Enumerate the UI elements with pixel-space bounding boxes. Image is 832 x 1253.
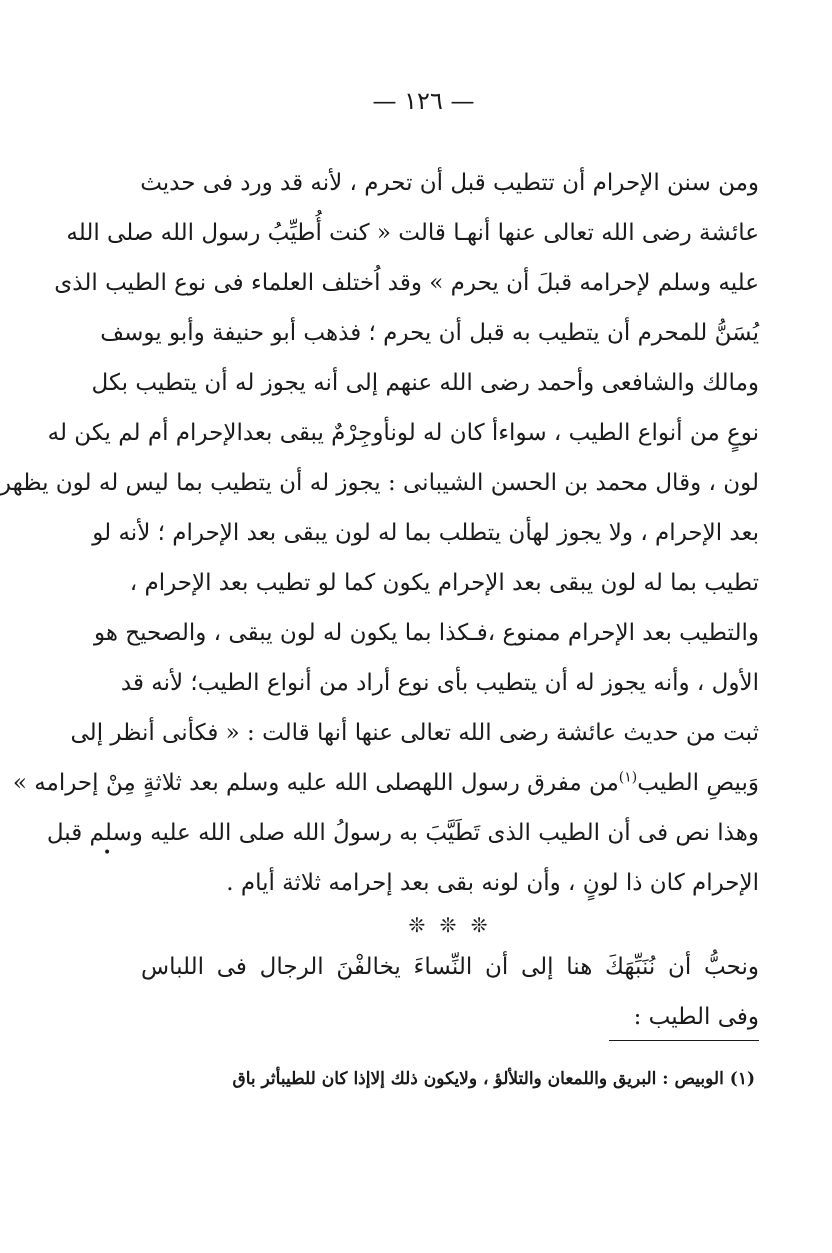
text-line: الأول ، وأنه يجوز له أن يتطيب بأى نوع أراد من أنواع الطيب؛ لأنه قد [120,670,759,696]
text-line: ونحبُّ أن نُنَبِّهَكَ هنا إلى أن النِّساءَ يخالفْنَ الرجال فى اللباس [141,954,759,980]
footnote-marker: (١) [618,769,638,786]
footnote-divider [609,1040,759,1041]
text-line: عليه وسلم لإحرامه قبلَ أن يحرم » وقد اُختلف العلماء فى نوع الطيب الذى [54,270,759,296]
text-line: الإحرام كان ذا لونٍ ، وأن لونه بقى بعد إحرامه ثلاثة أيام . [226,870,759,896]
text-line: وهذا نص فى أن الطيب الذى تَطَيَّبَ به رسولُ الله صلى الله عليه وسلم قبل [46,820,759,846]
text-fragment: من مفرق رسول اللهصلى الله عليه وسلم بعد ثلاثةٍ مِنْ إحرامه » [12,770,619,796]
footnote: (١) الوبيص : البريق واللمعان والتلألؤ ، ولايكون ذلك إلاإذا كان للطيبأثر باق [232,1069,755,1089]
text-line: بعد الإحرام ، ولا يجوز لهأن يتطلب بما له لون يبقى بعد الإحرام ؛ لأنه لو [92,520,759,546]
text-fragment: وَبيصِ الطيب [637,770,759,796]
text-line-with-footnote [12,758,759,808]
text-line: لون ، وقال محمد بن الحسن الشيبانى : يجوز له أن يتطيب بما ليس له لون يظهر [0,470,759,496]
text-line: وفى الطيب : [633,1004,759,1030]
main-text [0,158,759,1042]
text-line: والتطيب بعد الإحرام ممنوع ،فـكذا بما يكون له لون يبقى ، والصحيح هو [93,620,759,646]
margin-mark: • [103,845,112,861]
page-number: — ١٢٦ — [372,87,475,115]
text-line: يُسَنُّ للمحرم أن يتطيب به قبل أن يحرم ؛ فذهب أبو حنيفة وأبو يوسف [100,320,759,346]
text-line: ومن سنن الإحرام أن تتطيب قبل أن تحرم ، لأنه قد ورد فى حديث [140,170,759,196]
text-line: عائشة رضى الله تعالى عنها أنهـا قالت « كنت أُطيِّبُ رسول الله صلى الله [66,220,759,246]
section-separator: ❊ ❊ ❊ [408,913,492,937]
text-line: نوعٍ من أنواع الطيب ، سواءأ كان له لونأوجِرْمٌ يبقى بعدالإحرام أم لم يكن له [47,420,759,446]
text-line: ومالك والشافعى وأحمد رضى الله عنهم إلى أنه يجوز له أن يتطيب بكل [91,370,759,396]
text-line: تطيب بما له لون يبقى بعد الإحرام يكون كما لو تطيب بعد الإحرام ، [129,570,759,596]
text-line: ثبت من حديث عائشة رضى الله تعالى عنها أنها قالت : « فكأنى أنظر إلى [70,720,759,746]
